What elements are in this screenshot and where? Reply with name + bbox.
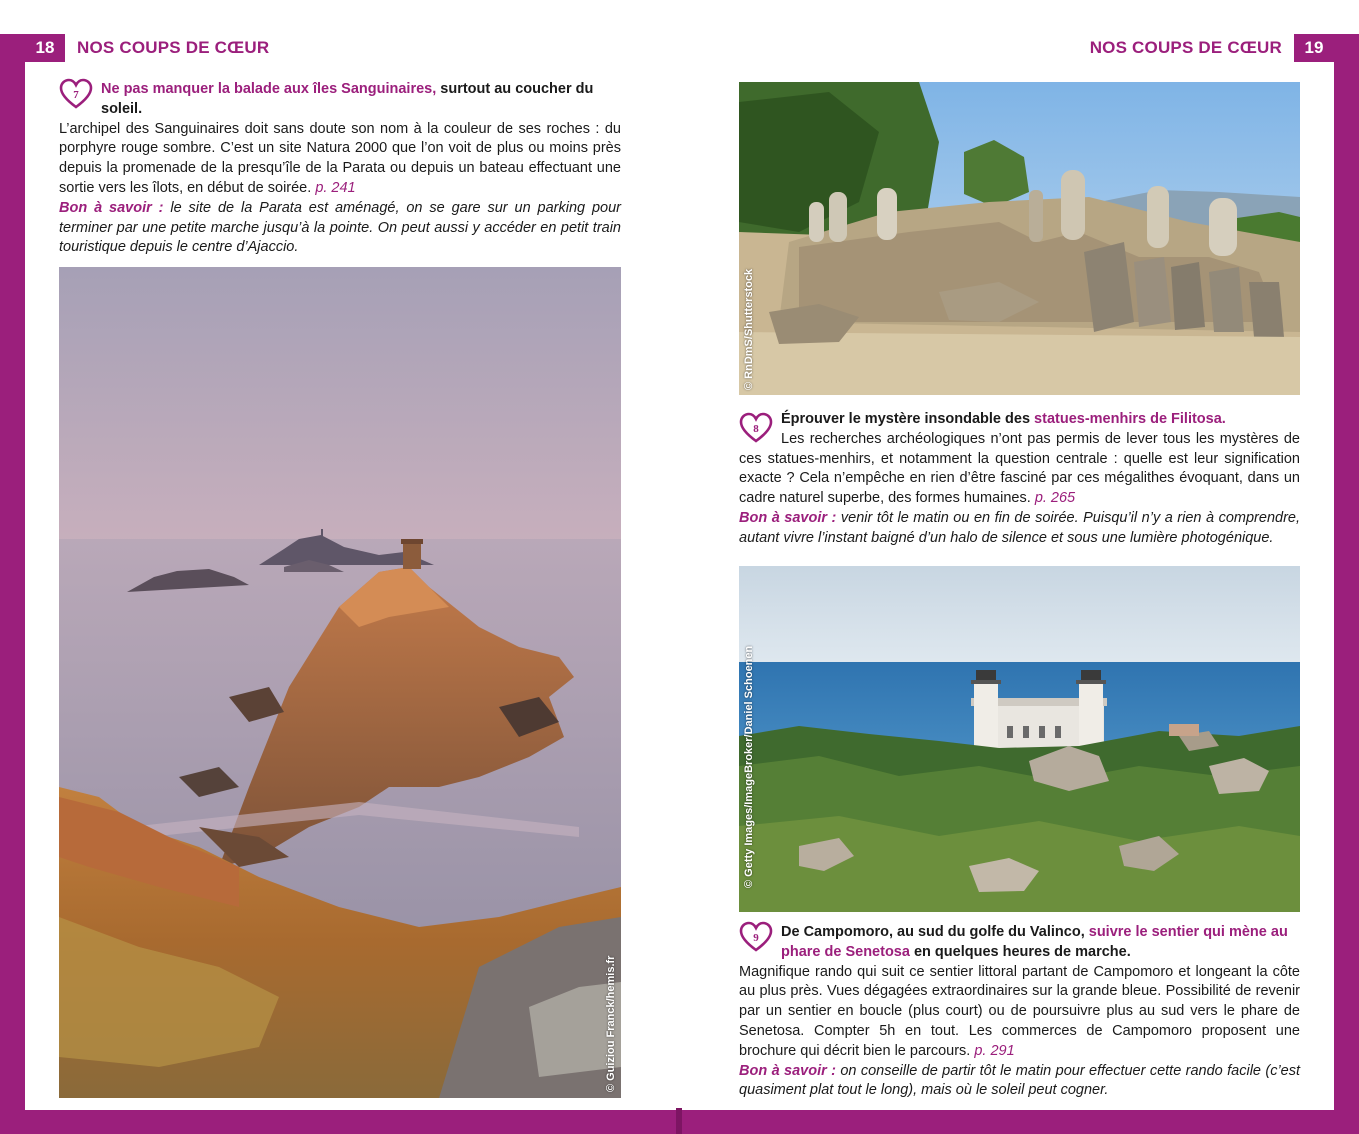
item-9-lead [739,923,1300,963]
item-8-lead-highlight: statues-menhirs de Filitosa. [1034,411,1226,427]
photo-sanguinaires [59,267,621,1098]
item-7-tip-label: Bon à savoir : [59,199,164,216]
item-7-tip-text: le site de la Parata est aménagé, on se gare sur un parking pour terminer par une petite marche jusqu’à la pointe. On peut aussi y accéder en petit train touristique depuis le centre d’Ajaccio. [59,199,621,256]
item-7-lead-rest: surtout au coucher du soleil. [101,81,594,117]
senetosa-image [739,566,1300,912]
header-title-right: NOS COUPS DE CŒUR [1089,38,1282,57]
item-8-body [739,430,1300,509]
item-7-tip [59,199,621,258]
left-page-header [25,34,281,62]
item-7-body-text: L’archipel des Sanguinaires doit sans doute son nom à la couleur de ses roches : du porphyre rouge sombre. C’est un site Natura 2000 que l’on voit de plus ou moins près depuis la promenade de la presqu’île de la Parata ou depuis un bateau effectuant une sortie vers les îlots, en début de soirée. [59,120,621,196]
item-8-tip-label: Bon à savoir : [739,509,837,526]
item-8-tip [739,509,1300,549]
page-top-margin [0,0,1359,34]
item-8-number: 8 [753,423,759,435]
item-7-body [59,120,621,199]
item-8-tip-text: venir tôt le matin ou en fin de soirée. Puisqu’il n’y a rien à comprendre, autant vivre l’instant baigné d’un halo de silence et sous une lumière photogénique. [739,509,1300,546]
item-9 [739,923,1300,1101]
page-number-left: 18 [25,34,65,62]
item-7-page-ref[interactable]: p. 241 [315,179,356,196]
left-border [0,34,25,1134]
item-8-page-ref[interactable]: p. 265 [1034,490,1076,507]
item-7-lead [59,80,621,120]
item-8 [739,410,1300,549]
item-9-body [739,963,1300,1062]
photo-credit-filitosa: © RnDmS/Shutterstock [743,268,755,390]
item-9-page-ref[interactable]: p. 291 [974,1042,1015,1059]
item-9-lead-rest: en quelques heures de marche. [909,943,1131,960]
item-8-body-text: Les recherches archéologiques n’ont pas permis de lever tous les mystères de ces statues-menhirs, et notamment la question centrale : quelle est leur signification exacte ? Cela n’empêche en rien d’être fasciné par ces mégalithes évoquant, dans un cadre naturel superbe, des formes humaines. [739,430,1300,507]
item-7-lead-highlight: Ne pas manquer la balade aux îles Sanguinaires, [101,81,437,97]
item-7-number: 7 [73,89,79,101]
item-9-lead-plain: De Campomoro, au sud du golfe du Valinco, [781,924,1089,940]
right-page-header [1078,34,1334,62]
page-number-right: 19 [1294,34,1334,62]
item-9-tip-text: on conseille de partir tôt le matin pour effectuer cette rando facile (c’est quasiment plat tout le long), mais où le soleil peut cogner. [739,1062,1301,1099]
item-8-lead [739,410,1300,435]
photo-credit-senetosa: © Getty Images/ImageBroker/Daniel Schoenen [743,645,755,888]
photo-credit-left: © Guiziou Franck/hemis.fr [605,955,617,1092]
item-9-lead-highlight: suivre le sentier qui mène au phare de Senetosa [781,924,1288,960]
photo-senetosa [739,566,1300,912]
photo-filitosa [739,82,1300,395]
item-9-number: 9 [753,932,759,944]
header-title-left: NOS COUPS DE CŒUR [77,38,270,57]
right-border [1334,34,1359,1134]
item-9-tip [739,1062,1300,1102]
book-gutter [676,1108,682,1134]
item-7 [59,80,621,258]
sanguinaires-image [59,267,621,1098]
item-9-tip-label: Bon à savoir : [739,1062,836,1079]
filitosa-image [739,82,1300,395]
item-9-body-text: Magnifique rando qui suit ce sentier littoral partant de Campomoro et longeant la côte au plus près. Vues dégagées extraordinaires sur la grande bleue. Possibilité de revenir par un sentier en boucle (plus court) ou de poursuivre plus au sud vers le phare de Senetosa. Compter 5h en tout. Les commerces de Campomoro proposent une brochure qui décrit bien le parcours. [739,963,1300,1059]
item-8-lead-plain: Éprouver le mystère insondable des [781,411,1035,427]
